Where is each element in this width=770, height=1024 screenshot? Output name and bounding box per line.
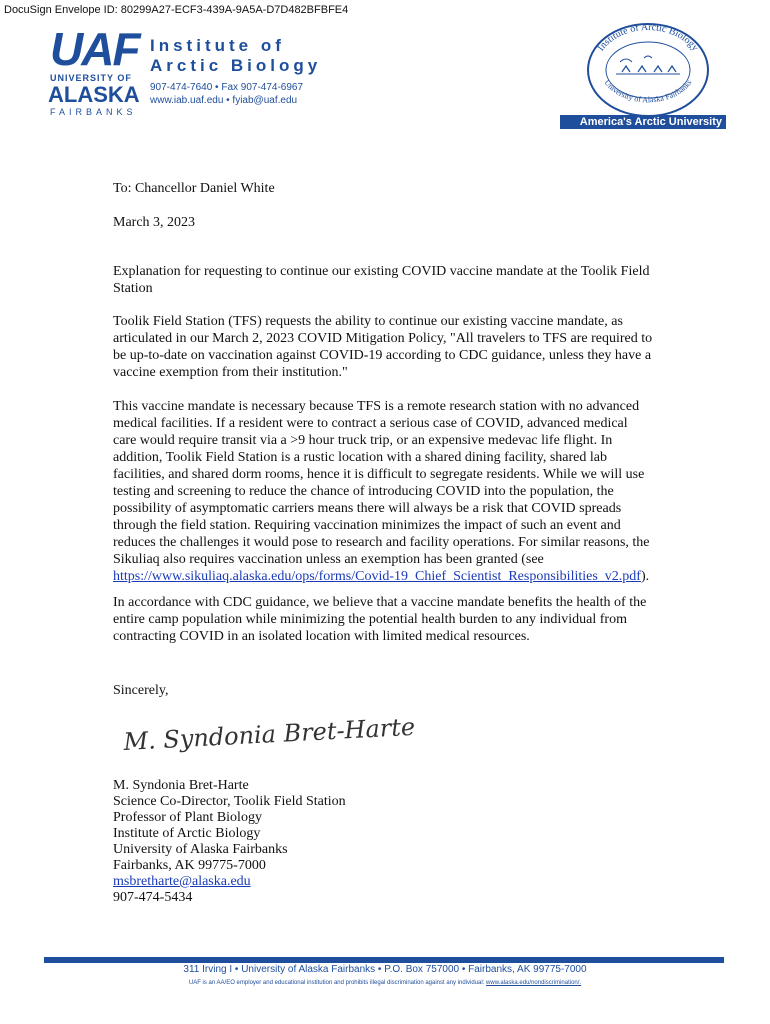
signer-email-link[interactable]: msbretharte@alaska.edu	[113, 874, 251, 889]
signer-address: Fairbanks, AK 99775-7000	[113, 858, 266, 873]
recipient-line: To: Chancellor Daniel White	[113, 181, 275, 196]
svg-text:Institute of Arctic Biology	[595, 22, 700, 53]
paragraph-3: In accordance with CDC guidance, we believe that a vaccine mandate benefits the health of the entire camp population while minimizing the potential health burden to any individual from contracting COVID in an isolated location with limited medical resources.	[113, 595, 647, 644]
envelope-id: DocuSign Envelope ID: 80299A27-ECF3-439A-9A5A-D7D482BFBFE4	[4, 4, 349, 16]
signer-phone: 907-474-5434	[113, 890, 193, 905]
signer-org-2: University of Alaska Fairbanks	[113, 842, 288, 857]
footer-address: 311 Irving I • University of Alaska Fairbanks • P.O. Box 757000 • Fairbanks, AK 99775-7000	[183, 964, 587, 975]
svg-text:University of Alaska Fairbanks	[603, 78, 694, 104]
signer-org-1: Institute of Arctic Biology	[113, 826, 261, 841]
seal-text-top: Institute of Arctic Biology	[595, 21, 701, 54]
signer-name: M. Syndonia Bret-Harte	[113, 778, 249, 793]
paragraph-2-text: This vaccine mandate is necessary because TFS is a remote research station with no advanced medical facilities. If a resident were to contract a serious case of COVID, advanced medical care would require transit via a >9 hour truck trip, or an expensive medevac life flight. In addition, Toolik Field Station is a rustic location with a shared dining facility, shared lab facilities, and shared dorm rooms, hence it is difficult to segregate residents. While we will use testing and screening to reduce the chance of introducing COVID into the population, the possibility of asymptomatic carriers means there will always be a risk that COVID spreads through the field station. Requiring vaccination minimizes the impact of such an event and reduces the challenges it would pose to research and facility operations. For similar reasons, the Sikuliaq also requires vaccination unless an exemption has been granted (see	[113, 399, 650, 567]
signer-title-1: Science Co-Director, Toolik Field Station	[113, 794, 346, 809]
letter-date: March 3, 2023	[113, 215, 196, 230]
svg-text:M. Syndonia Bret-Harte: M. Syndonia Bret-Harte	[122, 712, 416, 756]
iab-seal-logo	[582, 18, 714, 118]
contact-phone: 907-474-7640 • Fax 907-474-6967	[150, 82, 304, 93]
uaf-logo-line1: UNIVERSITY OF	[50, 73, 132, 83]
closing: Sincerely,	[113, 683, 169, 698]
handwritten-signature	[120, 712, 416, 766]
seal-text-bottom: University of Alaska Fairbanks	[602, 78, 694, 105]
uaf-logo	[46, 23, 140, 117]
footer-disclaimer-text: UAF is an AA/EO employer and educational institution and prohibits illegal discrimination against any individual:	[188, 980, 485, 986]
nondiscrimination-link[interactable]: www.alaska.edu/nondiscrimination/.	[486, 980, 582, 986]
signer-title-2: Professor of Plant Biology	[113, 810, 262, 825]
paragraph-1: Toolik Field Station (TFS) requests the ability to continue our existing vaccine mandate, as articulated in our March 2, 2023 COVID Mitigation Policy, "All travelers to TFS are required to be up-to-date on vaccination against COVID-19 according to CDC guidance, unless they have a vaccine exemption from their institution."	[113, 314, 653, 380]
footer-divider	[44, 957, 724, 963]
institute-name: Institute of Arctic Biology	[150, 36, 322, 75]
paragraph-2	[113, 398, 653, 585]
contact-web: www.iab.uaf.edu • fyiab@uaf.edu	[150, 95, 298, 106]
sikuliaq-link[interactable]: https://www.sikuliaq.alaska.edu/ops/forms/Covid-19_Chief_Scientist_Responsibilities_v2.pdf	[113, 569, 641, 584]
footer-disclaimer	[0, 980, 770, 986]
paragraph-2-tail: ).	[640, 569, 650, 584]
signature-block	[113, 778, 346, 906]
letter-subject: Explanation for requesting to continue our existing COVID vaccine mandate at the Toolik Field Station	[113, 264, 650, 296]
uaf-logo-letters: UAF	[50, 23, 139, 75]
institute-contact	[150, 81, 303, 107]
tagline-banner: America's Arctic University	[560, 115, 726, 129]
uaf-logo-line3: FAIRBANKS	[50, 107, 137, 117]
uaf-logo-line2: ALASKA	[48, 82, 140, 107]
